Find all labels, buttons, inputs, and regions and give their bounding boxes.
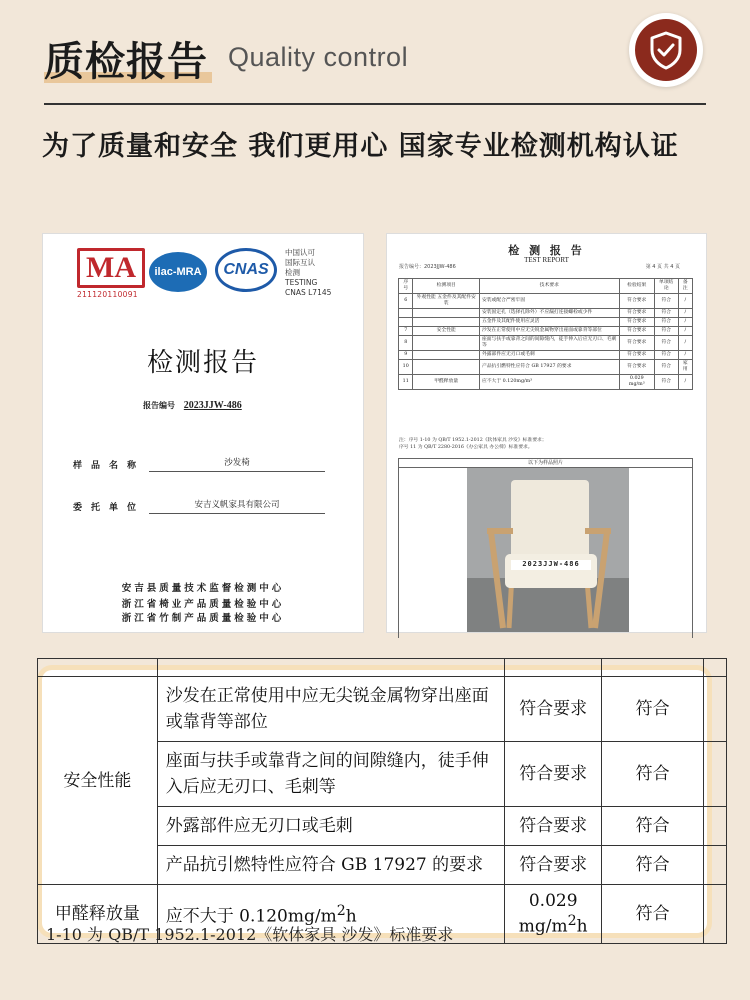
requirement-text: 应不大于 0.120mg/m (165, 906, 337, 927)
report-number (143, 400, 242, 411)
mini-cell: / (678, 336, 692, 351)
conclusion-cell: 符合 (602, 885, 704, 944)
table-cell (157, 659, 504, 677)
cert-line: 国际互认 (285, 258, 315, 267)
table-cell (703, 742, 726, 807)
mini-header-row (399, 279, 693, 294)
mini-row (399, 309, 693, 318)
mini-cell: 符合 (654, 294, 678, 309)
meta-report-no: 报告编号：2023JJW-486 (399, 264, 456, 270)
mini-cell: 8 (399, 336, 413, 351)
report-page-card (386, 233, 707, 633)
result-cell: 符合要求 (505, 807, 602, 846)
category-cell: 甲醛释放量 (38, 885, 158, 944)
mini-cell: / (678, 318, 692, 327)
cert-line: TESTING (285, 278, 318, 287)
note-line: 序号 11 为 QB/T 2280-2016《办公家具 办公椅》标准要求。 (399, 444, 533, 450)
mini-results-table (398, 278, 693, 390)
mini-cell: 符合 (654, 351, 678, 360)
zoomed-results-panel (42, 670, 707, 944)
mini-cell: 应不大于 0.120mg/m³ (479, 375, 619, 390)
quality-badge (629, 13, 703, 87)
photo-tag: 2023JJW-486 (522, 560, 580, 568)
mini-cell (413, 294, 480, 309)
cover-title: 检测报告 (146, 348, 259, 378)
mini-header-cell: 单项结论 (654, 279, 678, 294)
conclusion-cell: 符合 (602, 677, 704, 742)
result-cell: 符合要求 (505, 677, 602, 742)
report-cover-card (42, 233, 364, 633)
requirement-sup: 2 (336, 903, 346, 919)
mini-row (399, 294, 693, 309)
mini-cell: 符合要求 (619, 327, 654, 336)
mini-cell: 9 (399, 351, 413, 360)
mini-cell (413, 318, 480, 327)
zoom-note: 1-10 为 QB/T 1952.1-2012《软体家具 沙发》标准要求 (46, 925, 454, 944)
mini-cell: 沙发在正常使用中应无尖锐金属物穿出座面或靠背等部位 (479, 327, 619, 336)
zoomed-results-table (37, 658, 727, 944)
mini-cell: 10 (399, 360, 413, 375)
mini-cell (413, 375, 480, 390)
mini-cell: 外露部件应无刃口或毛刺 (479, 351, 619, 360)
mini-row (399, 375, 693, 390)
table-row-top-edge (38, 659, 727, 677)
report-page-title: 检 测 报 告 (508, 244, 585, 257)
mini-item: 安全性能 (436, 328, 456, 333)
mini-cell: 符合要求 (619, 336, 654, 351)
mini-cell (399, 318, 413, 327)
mini-item: 甲醛释放量 (434, 379, 459, 384)
sample-value: 沙发椅 (149, 456, 325, 472)
result-cell: 符合要求 (505, 846, 602, 885)
requirement-cell: 座面与扶手或靠背之间的间隙缝内，徒手伸入后应无刃口、毛刺等 (157, 742, 504, 807)
header-divider (44, 103, 706, 105)
mini-cell: 符合 (654, 318, 678, 327)
mini-cell: / (678, 351, 692, 360)
photo-header: 以下为样品照片 (398, 458, 693, 468)
sample-label: 样品名称 (73, 461, 146, 471)
ma-logo-text: MA (77, 248, 145, 288)
page-subtitle: Quality control (228, 42, 409, 72)
ma-logo (77, 248, 141, 299)
table-cell (703, 807, 726, 846)
result-unit: mg/m (518, 916, 568, 937)
mini-cell: 符合 (654, 309, 678, 318)
mini-cell: 符合要求 (619, 309, 654, 318)
page-title (44, 30, 208, 87)
cert-line: CNAS L7145 (285, 288, 332, 297)
note-line: 注：序号 1-10 为 QB/T 1952.1-2012《软体家具 沙发》标准要求； (399, 438, 547, 443)
mini-header-cell: 序号 (399, 279, 413, 294)
category-cell: 安全性能 (38, 677, 158, 885)
mini-cell: 五金件及其配件使用应灵活 (479, 318, 619, 327)
mini-cell: 安装固定孔（选择孔除外）不应漏打连接螺栓或少件 (479, 309, 619, 318)
mini-cell: 0.029 mg/m³ (619, 375, 654, 390)
table-cell (602, 659, 704, 677)
mini-cell (413, 336, 480, 351)
mini-cell: 6 (399, 294, 413, 309)
result-cell (505, 885, 602, 944)
table-cell (703, 885, 726, 944)
report-number-value: 2023JJW-486 (183, 400, 242, 411)
mini-cell: 符合 (654, 327, 678, 336)
mini-cell (399, 309, 413, 318)
mini-cell (413, 351, 480, 360)
conclusion-cell: 符合 (602, 846, 704, 885)
report-page-meta (399, 264, 680, 270)
mini-cell: / (678, 309, 692, 318)
mini-cell: 座面与扶手或靠背之间的间隙缝内，徒手伸入后应无刃口、毛刺等 (479, 336, 619, 351)
requirement-cell: 沙发在正常使用中应无尖锐金属物穿出座面或靠背等部位 (157, 677, 504, 742)
sample-photo (467, 468, 629, 632)
mini-cell (413, 360, 480, 375)
requirement-suffix: h (345, 906, 357, 927)
mini-cell: 7 (399, 327, 413, 336)
mini-cell: 产品抗引燃特性应符合 GB 17927 的要求 (479, 360, 619, 375)
mini-row (399, 351, 693, 360)
mini-subitem: 五金件及其配件安装 (437, 295, 476, 306)
conclusion-cell: 符合 (602, 807, 704, 846)
mini-cell: / (678, 294, 692, 309)
mini-cell: 家用 (678, 360, 692, 375)
mini-cell: 符合要求 (619, 294, 654, 309)
shield-check-icon (635, 19, 697, 81)
mini-row (399, 318, 693, 327)
cert-lines (285, 248, 335, 298)
mini-header-cell: 检测项目 (413, 279, 480, 294)
mini-cell (413, 327, 480, 336)
ilac-logo: ilac-MRA (149, 252, 207, 292)
cert-line: 中国认可 (285, 248, 315, 257)
cnas-logo: CNAS (215, 248, 277, 292)
sample-photo-frame (398, 468, 693, 638)
client-value: 安吉义帆家具有限公司 (149, 498, 325, 514)
mini-header-cell: 检验结果 (619, 279, 654, 294)
client-label: 委托单位 (73, 503, 146, 513)
report-notes (399, 438, 547, 451)
cert-line: 检测 (285, 268, 300, 277)
result-value: 0.029 (528, 891, 578, 911)
mini-cell: 符合要求 (619, 351, 654, 360)
report-page-subtitle: TEST REPORT (524, 256, 569, 264)
mini-item: 外观性能 (416, 295, 436, 300)
mini-row (399, 360, 693, 375)
mini-cell: 符合 (654, 360, 678, 375)
result-unit-sup: 2 (567, 913, 577, 929)
mini-cell: 符合要求 (619, 360, 654, 375)
mini-row (399, 327, 693, 336)
mini-header-cell: 备注 (678, 279, 692, 294)
mini-cell: 符合要求 (619, 318, 654, 327)
table-row (38, 677, 727, 742)
report-number-label: 报告编号 (143, 401, 175, 410)
table-cell (703, 677, 726, 742)
requirement-cell: 产品抗引燃特性应符合 GB 17927 的要求 (157, 846, 504, 885)
mini-cell: 符合 (654, 375, 678, 390)
mini-row (399, 336, 693, 351)
mini-cell (413, 309, 480, 318)
requirement-cell: 外露部件应无刃口或毛刺 (157, 807, 504, 846)
cert-logos (77, 248, 335, 298)
result-cell: 符合要求 (505, 742, 602, 807)
org-line: 安吉县质量技术监督检测中心 (121, 583, 285, 594)
mini-cell: / (678, 327, 692, 336)
ma-number: 211120110091 (77, 290, 138, 299)
table-cell (703, 659, 726, 677)
mini-cell: 符合 (654, 336, 678, 351)
page-title-text: 质检报告 (44, 39, 208, 85)
sofa-chair-illustration (467, 468, 629, 632)
mini-header-cell: 技术要求 (479, 279, 619, 294)
mini-cell: 安装或配合严密牢固 (479, 294, 619, 309)
mini-cell: 11 (399, 375, 413, 390)
table-cell (703, 846, 726, 885)
org-line: 浙江省椅业产品质量检验中心 (121, 599, 285, 610)
org-line: 浙江省竹制产品质量检验中心 (121, 613, 285, 624)
table-cell (505, 659, 602, 677)
mini-cell: / (678, 375, 692, 390)
meta-page-no: 第 4 页 共 4 页 (645, 264, 680, 270)
slogan: 为了质量和安全 我们更用心 国家专业检测机构认证 (42, 131, 679, 162)
table-cell (38, 659, 158, 677)
result-unit-suffix: h (576, 916, 588, 937)
conclusion-cell: 符合 (602, 742, 704, 807)
